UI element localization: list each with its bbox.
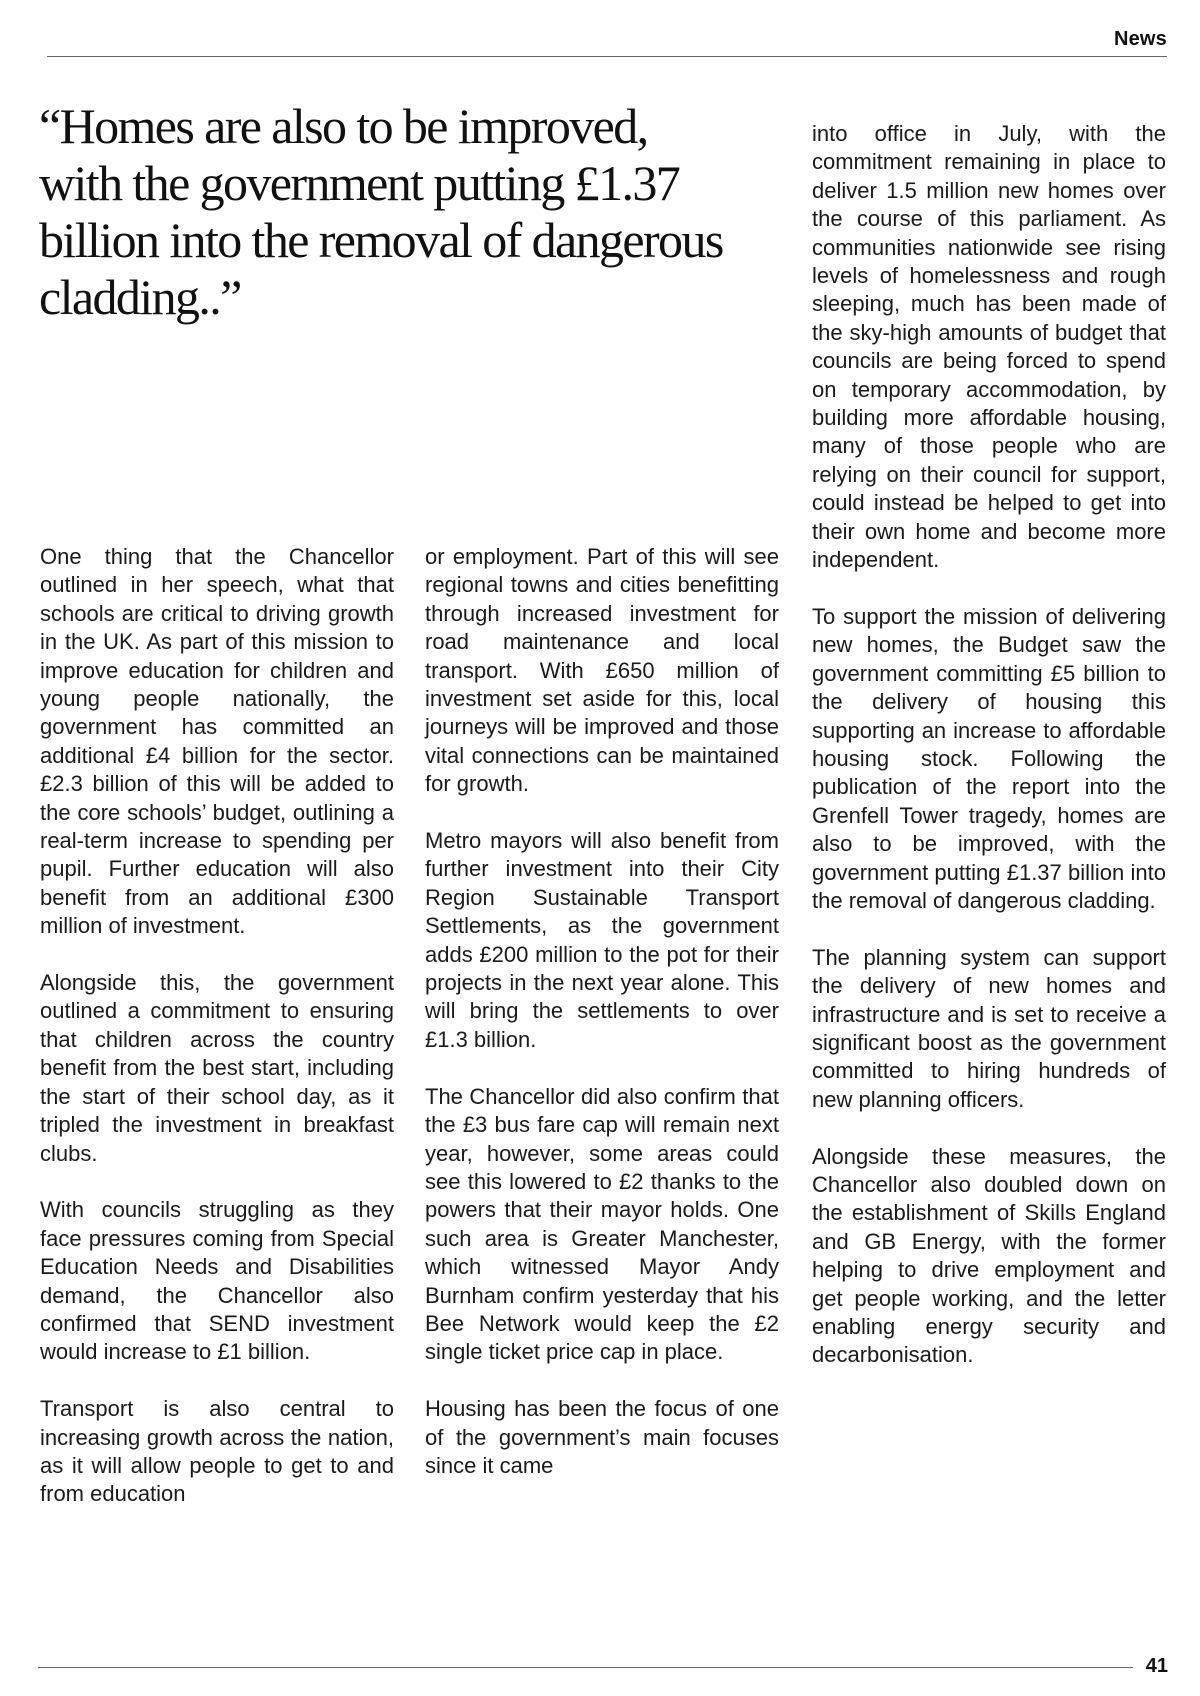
paragraph: or employment. Part of this will see regional towns and cities benefitting through increased investment for road maintenance and local transport. With £650 million of investment set aside for this, local journeys will be improved and those vital connections can be maintained for growth. <box>425 544 779 797</box>
paragraph: into office in July, with the commitment remaining in place to deliver 1.5 million new homes over the course of this parliament. As communities nationwide see rising levels of homelessness and rough sleeping, much has been made of the sky-high amounts of budget that councils are being forced to spend on temporary accommodation, by building more affordable housing, many of those people who are relying on their council for support, could instead be helped to get into their own home and become more independent. <box>812 121 1166 573</box>
paragraph: Alongside these measures, the Chancellor also doubled down on the establishment of Skills England and GB Energy, with the former helping to drive employment and get people working, and the letter enabling energy security and decarbonisation. <box>812 1143 1166 1368</box>
article-column-3 <box>812 120 1166 1370</box>
paragraph: Housing has been the focus of one of the government’s main focuses since it came <box>425 1396 779 1478</box>
section-label: News <box>1113 28 1167 50</box>
pull-quote: “Homes are also to be improved, with the government putting £1.37 billion into the removal of dangerous cladding..” <box>39 98 723 325</box>
page-number: 41 <box>1145 1655 1168 1677</box>
header-rule <box>47 56 1167 57</box>
paragraph: Metro mayors will also benefit from further investment into their City Region Sustainable Transport Settlements, as the government adds £200 million to the pot for their projects in the next year alone. This will bring the settlements to over £1.3 billion. <box>425 828 779 1052</box>
paragraph: With councils struggling as they face pressures coming from Special Education Needs and Disabilities demand, the Chancellor also confirmed that SEND investment would increase to £1 billion. <box>40 1197 394 1365</box>
paragraph: The Chancellor did also confirm that the £3 bus fare cap will remain next year, however, some areas could see this lowered to £2 thanks to the powers that their mayor holds. One such area is Greater Manchester, which witnessed Mayor Andy Burnham confirm yesterday that his Bee Network would keep the £2 single ticket price cap in place. <box>425 1083 779 1365</box>
article-column-2 <box>425 543 779 1480</box>
paragraph: To support the mission of delivering new homes, the Budget saw the government committing £5 billion to the delivery of housing this supporting an increase to affordable housing stock. Following the publication of the report into the Grenfell Tower tragedy, homes are also to be improved, with the government putting £1.37 billion into the removal of dangerous cladding. <box>812 603 1166 913</box>
paragraph: Alongside this, the government outlined a commitment to ensuring that children across the country benefit from the best start, including the start of their school day, as it tripled the investment in breakfast clubs. <box>40 970 394 1166</box>
paragraph: Transport is also central to increasing growth across the nation, as it will allow people to get to and from education <box>40 1396 394 1507</box>
article-column-1 <box>40 543 394 1509</box>
paragraph: One thing that the Chancellor outlined in her speech, what that schools are critical to driving growth in the UK. As part of this mission to improve education for children and young people nationally, the government has committed an additional £4 billion for the sector. £2.3 billion of this will be added to the core schools’ budget, outlining a real-term increase to spending per pupil. Further education will also benefit from an additional £300 million of investment. <box>40 544 394 939</box>
footer-rule <box>38 1667 1133 1668</box>
paragraph: The planning system can support the delivery of new homes and infrastructure and is set to receive a significant boost as the government committed to hiring hundreds of new planning officers. <box>812 944 1166 1112</box>
